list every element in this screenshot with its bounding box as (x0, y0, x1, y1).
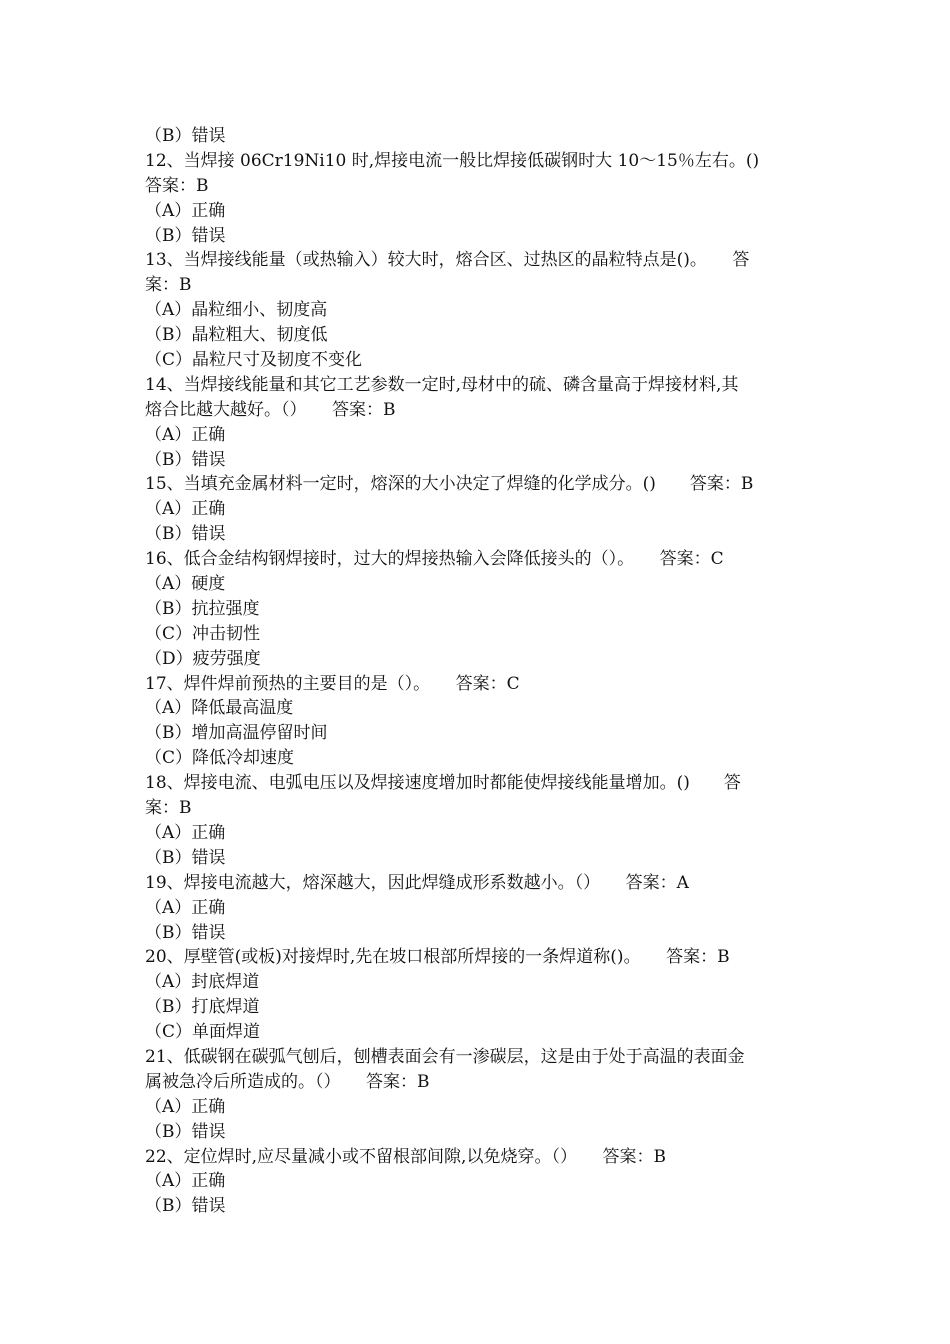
text-line: 14、当焊接线能量和其它工艺参数一定时,母材中的硫、磷含量高于焊接材料,其 (145, 374, 739, 395)
text-line: （B）错误 (145, 1121, 226, 1142)
text-line: 属被急冷后所造成的。（） 答案：B (145, 1071, 430, 1092)
text-line: 案：B (145, 798, 192, 819)
text-line: 18、焊接电流、电弧电压以及焊接速度增加时都能使焊接线能量增加。() 答 (145, 773, 741, 794)
text-line: （C）降低冷却速度 (145, 748, 295, 769)
text-line: （A）正确 (145, 424, 226, 445)
text-line: （C）晶粒尺寸及韧度不变化 (145, 350, 363, 371)
text-line: （C）冲击韧性 (145, 623, 261, 644)
text-line: （A）正确 (145, 499, 226, 520)
text-line: （A）封底焊道 (145, 972, 260, 993)
text-line: 13、当焊接线能量（或热输入）较大时，熔合区、过热区的晶粒特点是()。 答 (145, 250, 750, 271)
text-line: （A）降低最高温度 (145, 698, 294, 719)
text-line: （A）正确 (145, 822, 226, 843)
text-line: （B）错误 (145, 449, 226, 470)
text-line: （A）正确 (145, 1096, 226, 1117)
text-line: （A）硬度 (145, 574, 226, 595)
text-line: （D）疲劳强度 (145, 648, 261, 669)
text-line: （B）打底焊道 (145, 997, 260, 1018)
text-line: 20、厚壁管(或板)对接焊时,先在坡口根部所焊接的一条焊道称()。 答案：B (145, 947, 730, 968)
text-line: （B）晶粒粗大、韧度低 (145, 325, 328, 346)
text-line: （A）正确 (145, 200, 226, 221)
text-line: （A）正确 (145, 897, 226, 918)
text-line: 答案：B (145, 175, 209, 196)
document-body (145, 124, 810, 1219)
text-line: （B）错误 (145, 524, 226, 545)
text-line: 案：B (145, 275, 192, 296)
text-line: 15、当填充金属材料一定时，熔深的大小决定了焊缝的化学成分。() 答案：B (145, 474, 754, 495)
text-line: 19、焊接电流越大，熔深越大，因此焊缝成形系数越小。（） 答案：A (145, 872, 689, 893)
text-line: 22、定位焊时,应尽量减小或不留根部间隙,以免烧穿。（） 答案：B (145, 1146, 666, 1167)
text-line: 21、低碳钢在碳弧气刨后，刨槽表面会有一渗碳层，这是由于处于高温的表面金 (145, 1046, 745, 1067)
text-line: （B）错误 (145, 1196, 226, 1217)
text-line: （B）错误 (145, 922, 226, 943)
text-line: （B）错误 (145, 225, 226, 246)
text-line: （B）抗拉强度 (145, 598, 260, 619)
text-line: （A）晶粒细小、韧度高 (145, 300, 328, 321)
text-line: （B）错误 (145, 126, 226, 146)
text-line: （B）错误 (145, 847, 226, 868)
text-line: 熔合比越大越好。（） 答案：B (145, 399, 396, 420)
text-line: 12、当焊接 06Cr19Ni10 时,焊接电流一般比焊接低碳钢时大 10～15％左右。() (145, 150, 760, 171)
text-line: 17、焊件焊前预热的主要目的是（）。 答案：C (145, 673, 520, 694)
text-line: （B）增加高温停留时间 (145, 723, 328, 744)
text-line: 16、低合金结构钢焊接时，过大的焊接热输入会降低接头的（）。 答案：C (145, 549, 724, 570)
text-line: （A）正确 (145, 1171, 226, 1192)
text-line: （C）单面焊道 (145, 1022, 261, 1043)
